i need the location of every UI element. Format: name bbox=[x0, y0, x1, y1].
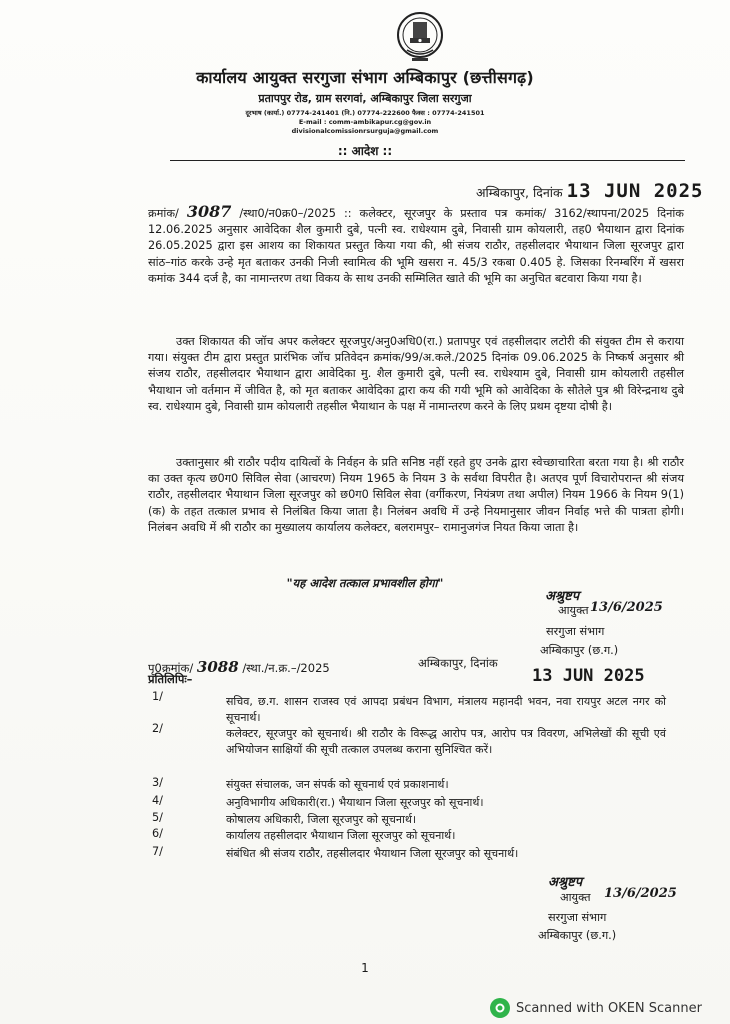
office-address: प्रतापपुर रोड, ग्राम सरगवां, अम्बिकापुर जिला सरगुजा bbox=[258, 92, 472, 105]
signature-scrawl: अश्रुष्टप bbox=[545, 589, 580, 604]
effective-statement: "यह आदेश तत्काल प्रभावशील होगा" bbox=[286, 576, 444, 590]
office-contacts: दूरभाष (कार्या.) 07774-241401 (नि.) 07774-222600 फैक्स : 07774-241501 bbox=[245, 109, 485, 117]
copy-reference-suffix: /स्था./न.क्र.–/2025 bbox=[242, 661, 330, 675]
copy-item-text: कार्यालय तहसीलदार भैयाथान जिला सूरजपुर को सूचनार्थ। bbox=[226, 829, 456, 842]
copy-item-text: संयुक्त संचालक, जन संपर्क को सूचनार्थ एवं प्रकाशनार्थ। bbox=[226, 778, 449, 791]
order-paragraph-2-text: उक्त शिकायत की जॉच अपर कलेक्टर सूरजपुर/अनु0अधि0(रा.) प्रतापपुर एवं तहसीलदार लटोरी की संयुक्त टीम से कराया गया। संयुक्त टीम द्वारा प्रस्तुत प्रारंभिक जॉच प्रतिवेदन क्रमांक/99/अ.कले./2025 दिनांक 09.06.2025 के निष्कर्ष अनुसार श्री संजय राठौर, तहसीलदार भैयाथान द्वारा आवेदिका मु. शैल कुमारी दुबे, पत्नी स्व. राधेश्याम दुबे, निवासी ग्राम कोयलारी तहसील भैयाथान जो वर्तमान में जीवित है, को मृत बताकर आवेदिका द्वारा कय की गयी भूमि को आवेदिका के सौतेले पुत्र श्री विरेन्द्रनाथ दुबे स्व. राधेश्याम दुबे, निवासी ग्राम कोयलारी तहसील भैयाथान के पक्ष में नामान्तरण करने के लिए प्रथम दृष्टया दोषी है। bbox=[148, 335, 684, 413]
copy-item-text: सचिव, छ.ग. शासन राजस्व एवं आपदा प्रबंधन विभाग, मंत्रालय महानदी भवन, नवा रायपुर अटल नगर को सूचनार्थ। bbox=[226, 695, 666, 724]
pratilipi-label: प्रतिलिपिः– bbox=[148, 672, 193, 686]
office-email-primary: E-mail : comm-ambikapur.cg@gov.in bbox=[298, 118, 432, 126]
place-date-label: अम्बिकापुर, दिनांक bbox=[476, 185, 563, 200]
copy-item-number: 2/ bbox=[152, 722, 163, 735]
signature-scrawl: अश्रुष्टप bbox=[548, 875, 583, 890]
date-stamp: 13 JUN 2025 bbox=[566, 180, 704, 202]
state-emblem-icon bbox=[395, 10, 445, 68]
order-paragraph-2 bbox=[148, 334, 684, 415]
copy-item-text: कलेक्टर, सूरजपुर को सूचनार्थ। श्री राठौर के विरूद्ध आरोप पत्र, आरोप पत्र विवरण, अभिलेखों की सूची एवं अभियोजन साक्षियों की सूची तत्काल उपलब्ध कराना सुनिश्चित करें। bbox=[226, 727, 666, 756]
scanner-footer bbox=[490, 998, 702, 1018]
header-divider bbox=[170, 160, 685, 161]
signatory-designation: आयुक्त bbox=[560, 891, 591, 904]
kramank-label: क्रमांक/ bbox=[148, 207, 179, 220]
copy-item-number: 3/ bbox=[152, 776, 163, 789]
order-paragraph-1 bbox=[148, 204, 684, 287]
signatory-division: सरगुजा संभाग bbox=[546, 625, 605, 638]
copy-item-text: अनुविभागीय अधिकारी(रा.) भैयाथान जिला सूरजपुर को सूचनार्थ। bbox=[226, 796, 484, 809]
signature-handwritten-date: 13/6/2025 bbox=[604, 886, 677, 901]
signatory-designation: आयुक्त bbox=[558, 604, 589, 617]
copy-item-number: 1/ bbox=[152, 690, 163, 703]
signature-handwritten-date: 13/6/2025 bbox=[590, 600, 663, 615]
page-number: 1 bbox=[361, 961, 369, 975]
copy-item-number: 7/ bbox=[152, 845, 163, 858]
copy-item-number: 5/ bbox=[152, 811, 163, 824]
scanner-label: Scanned with OKEN Scanner bbox=[516, 1000, 702, 1016]
scanner-logo-icon bbox=[490, 998, 510, 1018]
copy-item-number: 4/ bbox=[152, 794, 163, 807]
copy-item-text: कोषालय अधिकारी, जिला सूरजपुर को सूचनार्थ। bbox=[226, 813, 417, 826]
order-paragraph-3 bbox=[148, 455, 684, 536]
order-date-line bbox=[476, 180, 703, 202]
office-email-secondary: divisionalcomissionrsurguja@gmail.com bbox=[291, 127, 439, 135]
copy-date-stamp: 13 JUN 2025 bbox=[532, 666, 645, 686]
order-paragraph-3-text: उक्तानुसार श्री राठौर पदीय दायित्वों के निर्वहन के प्रति सनिष्ठ नहीं रहते हुए उनके द्वारा स्वेच्छाचारिता बरता गया है। श्री राठौर का उक्त कृत्य छ0ग0 सिविल सेवा (आचरण) नियम 1965 के नियम 3 के सर्वथा विपरीत है। अतएव पूर्ण विचारोपरान्त श्री संजय राठौर, तहसीलदार भैयाथान जिला सूरजपुर को छ0ग0 सिविल सेवा (वर्गीकरण, नियंत्रण तथा अपील) नियम 1966 के नियम 9(1)(क) के तहत तत्काल प्रभाव से निलंबित किया जाता है। निलंबन अवधि में उन्हे नियमानुसार जीवन निर्वाह भत्ते की पात्रता होगी। निलंबन अवधि में श्री राठौर का मुख्यालय कार्यालय कलेक्टर, बलरामपुर– रामानुजगंज नियत किया जाता है। bbox=[148, 456, 685, 534]
order-reference-number: 3087 bbox=[186, 202, 232, 221]
signatory-place: अम्बिकापुर (छ.ग.) bbox=[540, 644, 619, 657]
copy-kramank-label: पृ0क्रमांक/ bbox=[148, 661, 194, 675]
copy-item-number: 6/ bbox=[152, 827, 163, 840]
signatory-division: सरगुजा संभाग bbox=[548, 911, 607, 924]
copy-item-text: संबंधित श्री संजय राठौर, तहसीलदार भैयाथान जिला सूरजपुर को सूचनार्थ। bbox=[226, 847, 519, 860]
office-title: कार्यालय आयुक्त सरगुजा संभाग अम्बिकापुर (छत्तीसगढ़) bbox=[196, 68, 534, 87]
copy-reference-number: 3088 bbox=[196, 658, 239, 676]
order-paragraph-1-text: /स्था0/न0क्र0–/2025 :: कलेक्टर, सूरजपुर के प्रस्ताव पत्र कमांक/ 3162/स्थापना/2025 दिनांक 12.06.2025 अनुसार आवेदिका शैल कुमारी दुबे, पत्नी स्व. राधेश्याम दुबे, निवासी ग्राम कोयलारी, तह0 भैयाथान द्वारा दिनांक 26.05.2025 द्वारा इस आशय का शिकायत प्रस्तुत किया गया की, श्री संजय राठौर, तहसीलदार भैयाथान जिला सूरजपुर द्वारा सांठ–गांठ करके उन्हे मृत बताकर उनकी निजी स्वामित्व की भूमि खसरा न. 45/3 रकबा 0.405 हे. जिसका रिनम्बरिंग में खसरा कमांक 344 दर्ज है, का नामान्तरण तथा विकय के साथ उनकी सम्मिलित खाते की भूमि का अनुचित बटवारा किया गया है। bbox=[148, 207, 684, 285]
signatory-place: अम्बिकापुर (छ.ग.) bbox=[538, 929, 617, 942]
copy-place-date-label: अम्बिकापुर, दिनांक bbox=[418, 656, 498, 670]
order-heading: :: आदेश :: bbox=[337, 144, 393, 158]
